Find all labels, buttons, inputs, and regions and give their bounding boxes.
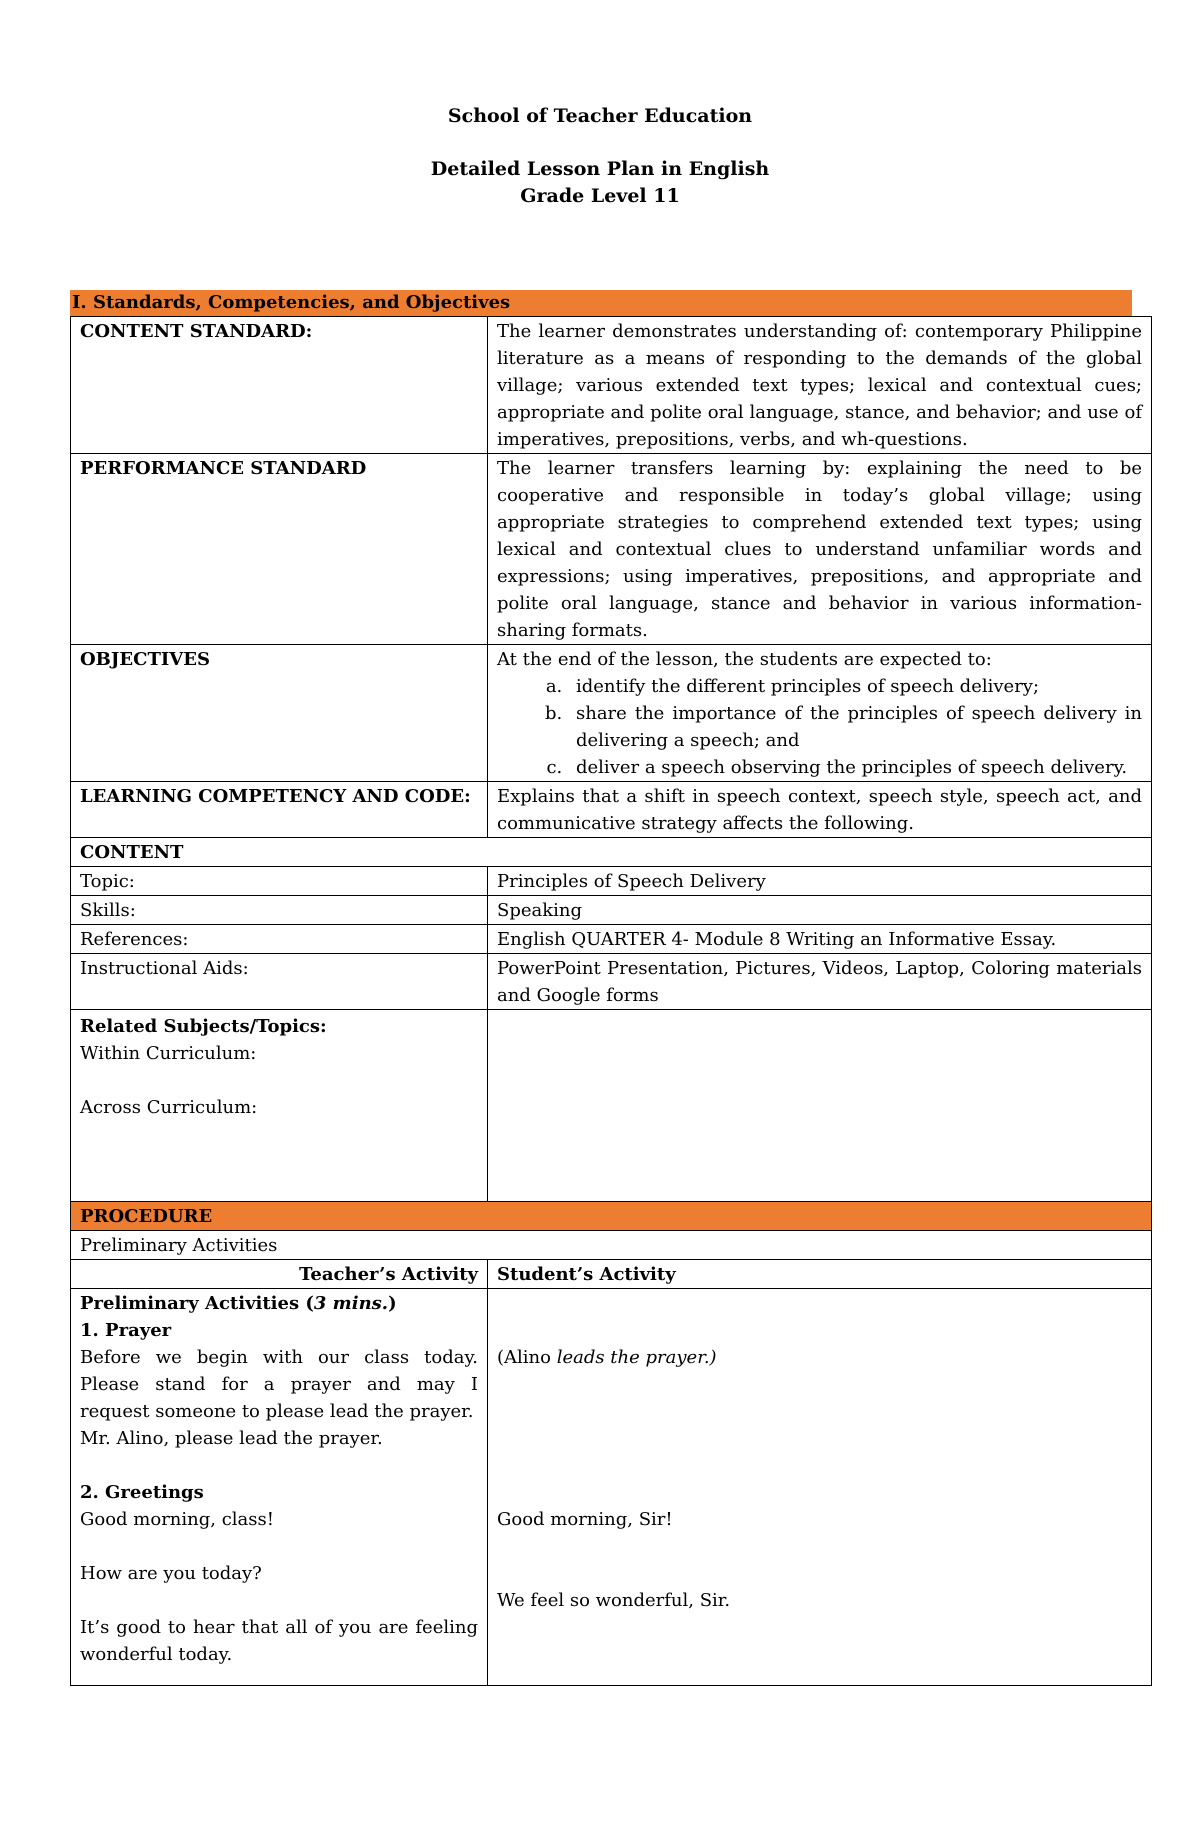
- preliminary-row: [71, 1231, 1152, 1260]
- across-curriculum-label: Across Curriculum:: [80, 1097, 258, 1118]
- how-are-you-response: We feel so wonderful, Sir.: [497, 1590, 731, 1611]
- content-standard-row: [71, 317, 1152, 454]
- content-row-value: Speaking: [488, 896, 1152, 925]
- content-row-value: English QUARTER 4- Module 8 Writing an Informative Essay.: [488, 925, 1152, 954]
- activity-row: [71, 1289, 1152, 1686]
- objectives-cell: [488, 645, 1152, 782]
- content-standard-label: CONTENT STANDARD:: [71, 317, 488, 454]
- content-label: CONTENT: [71, 838, 1152, 867]
- content-topic-row: [71, 867, 1152, 896]
- objective-item: a. identify the different principles of speech delivery;: [568, 673, 1142, 700]
- prayer-text: Before we begin with our class today. Please stand for a prayer and may I request someone to please lead the prayer.: [80, 1347, 478, 1422]
- objectives-label: OBJECTIVES: [71, 645, 488, 782]
- objectives-list: [497, 673, 1142, 781]
- objectives-row: [71, 645, 1152, 782]
- related-subjects-value: [488, 1010, 1152, 1202]
- prayer-title: 1. Prayer: [80, 1320, 172, 1341]
- content-header-row: [71, 838, 1152, 867]
- related-subjects-label: Related Subjects/Topics:: [80, 1016, 327, 1037]
- preliminary-label: Preliminary Activities: [71, 1231, 1152, 1260]
- content-row-label: Topic:: [71, 867, 488, 896]
- prelim-activities-title: Preliminary Activities (3 mins.): [80, 1293, 397, 1314]
- content-standard-text: The learner demonstrates understanding of: contemporary Philippine literature as a means of responding to the demands of the global village; various extended text types; lexical and contextual cues; appropriate and polite oral language, stance, and behavior; and use of imperatives, prepositions, verbs, and wh-questions.: [488, 317, 1152, 454]
- school-name: School of Teacher Education: [447, 105, 753, 127]
- content-row-value: Principles of Speech Delivery: [488, 867, 1152, 896]
- prelim-time: 3 mins.: [313, 1293, 389, 1314]
- greetings-text: Good morning, class!: [80, 1509, 274, 1530]
- content-skills-row: [71, 896, 1152, 925]
- lesson-plan-table: [70, 316, 1152, 1686]
- objective-item: c. deliver a speech observing the principles of speech delivery.: [568, 754, 1142, 781]
- greetings-response: Good morning, Sir!: [497, 1509, 673, 1530]
- competency-text: Explains that a shift in speech context, speech style, speech act, and communicative strategy affects the following.: [488, 782, 1152, 838]
- section-title-standards: I. Standards, Competencies, and Objectives: [70, 290, 1132, 316]
- how-are-you-text: How are you today?: [80, 1563, 262, 1584]
- teacher-activity-header: Teacher’s Activity: [71, 1260, 488, 1289]
- prayer-call: Mr. Alino, please lead the prayer.: [80, 1428, 383, 1449]
- student-activity-header: Student’s Activity: [488, 1260, 1152, 1289]
- activity-header-row: [71, 1260, 1152, 1289]
- content-row-label: Skills:: [71, 896, 488, 925]
- procedure-label: PROCEDURE: [71, 1202, 1152, 1231]
- within-curriculum-label: Within Curriculum:: [80, 1043, 257, 1064]
- performance-standard-row: [71, 454, 1152, 645]
- objectives-intro: At the end of the lesson, the students are expected to:: [497, 649, 992, 670]
- content-row-value: PowerPoint Presentation, Pictures, Videos, Laptop, Coloring materials and Google forms: [488, 954, 1152, 1010]
- good-to-hear-text: It’s good to hear that all of you are feeling wonderful today.: [80, 1617, 478, 1665]
- grade-level: Grade Level 11: [520, 185, 680, 207]
- content-row-label: References:: [71, 925, 488, 954]
- performance-standard-label: PERFORMANCE STANDARD: [71, 454, 488, 645]
- greetings-title: 2. Greetings: [80, 1482, 204, 1503]
- document-title: Detailed Lesson Plan in English: [430, 158, 770, 180]
- lesson-plan: [70, 290, 1152, 1686]
- competency-row: [71, 782, 1152, 838]
- student-activity-cell: [488, 1289, 1152, 1686]
- content-row-label: Instructional Aids:: [71, 954, 488, 1010]
- related-subjects-row: [71, 1010, 1152, 1202]
- teacher-activity-cell: [71, 1289, 488, 1686]
- related-subjects-cell: [71, 1010, 488, 1202]
- competency-label: LEARNING COMPETENCY AND CODE:: [71, 782, 488, 838]
- procedure-header-row: [71, 1202, 1152, 1231]
- objective-item: b. share the importance of the principles of speech delivery in delivering a speech; and: [568, 700, 1142, 754]
- performance-standard-text: The learner transfers learning by: explaining the need to be cooperative and responsible in today’s global village; using appropriate strategies to comprehend extended text types; using lexical and contextual clues to understand unfamiliar words and expressions; using imperatives, prepositions, and appropriate and polite oral language, stance and behavior in various information-sharing formats.: [488, 454, 1152, 645]
- content-references-row: [71, 925, 1152, 954]
- content-aids-row: [71, 954, 1152, 1010]
- prayer-response: (Alino leads the prayer.): [497, 1347, 717, 1368]
